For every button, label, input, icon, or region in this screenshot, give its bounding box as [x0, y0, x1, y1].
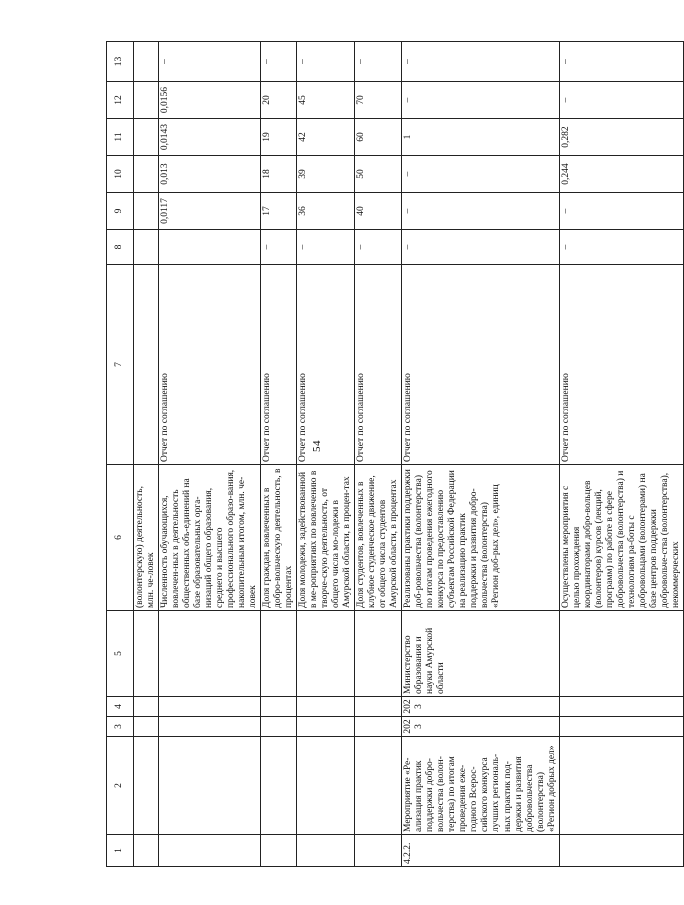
value-col8: – — [559, 230, 683, 265]
value-col10: 50 — [355, 156, 402, 193]
table-row — [402, 42, 559, 867]
value-col11: 0,282 — [559, 119, 683, 156]
column-number: 2 — [107, 737, 134, 835]
column-number: 1 — [107, 835, 134, 867]
indicator: Доля студентов, вовлеченных в клубное студенческое движение, от общего числа студентов Амурской области, в процентах — [355, 465, 402, 611]
source: Отчет по соглашению — [559, 265, 683, 465]
source — [134, 265, 159, 465]
measure-name: Мероприятие «Ре-ализация практик поддержки добро-вольчества (волон-терства) по итогам проведения еже-годного Всерос-сийского конкурса лучших региональ-ных практик под-держки и развития добровольчества (волонтерства) «Регион добрых дел» — [402, 737, 559, 835]
end-year: 2023 — [402, 697, 559, 717]
start-year — [134, 717, 159, 737]
page-number: 54 — [311, 440, 323, 452]
end-year — [134, 697, 159, 717]
source: Отчет по соглашению — [402, 265, 559, 465]
value-col12: 45 — [297, 82, 355, 119]
column-number: 6 — [107, 465, 134, 611]
end-year — [261, 697, 297, 717]
value-col11: 42 — [297, 119, 355, 156]
value-col8: – — [355, 230, 402, 265]
value-col11: 19 — [261, 119, 297, 156]
column-number: 10 — [107, 156, 134, 193]
table-row — [297, 42, 355, 867]
row-number — [159, 835, 261, 867]
row-number — [355, 835, 402, 867]
measure-name — [261, 737, 297, 835]
value-col10: 18 — [261, 156, 297, 193]
indicator: Численность обучающихся, вовлечен-ных в деятельность общественных объ-единений на базе образовательных орга-низаций общего образования, среднего и высшего профессионального образо-вания, накопительным итогом, млн. че-ловек — [159, 465, 261, 611]
indicators-table — [106, 41, 684, 867]
column-number: 13 — [107, 42, 134, 82]
start-year — [261, 717, 297, 737]
responsible — [134, 611, 159, 697]
indicator: (волонтерскую) деятельность, млн. че-ловек — [134, 465, 159, 611]
value-col9: 0,0117 — [159, 193, 261, 230]
start-year — [355, 717, 402, 737]
start-year — [159, 717, 261, 737]
column-number: 4 — [107, 697, 134, 717]
value-col9: – — [402, 193, 559, 230]
value-col11: 1 — [402, 119, 559, 156]
measure-name — [297, 737, 355, 835]
start-year: 2023 — [402, 717, 559, 737]
measure-name — [355, 737, 402, 835]
value-col8 — [159, 230, 261, 265]
end-year — [159, 697, 261, 717]
value-col12: 20 — [261, 82, 297, 119]
table-row — [134, 42, 159, 867]
table-row — [559, 42, 683, 867]
column-number: 8 — [107, 230, 134, 265]
responsible — [355, 611, 402, 697]
value-col10 — [134, 156, 159, 193]
column-number: 7 — [107, 265, 134, 465]
value-col13: – — [402, 42, 559, 82]
value-col9: 17 — [261, 193, 297, 230]
value-col11 — [134, 119, 159, 156]
value-col10: 0,013 — [159, 156, 261, 193]
value-col9: 36 — [297, 193, 355, 230]
value-col8: – — [402, 230, 559, 265]
row-number — [297, 835, 355, 867]
value-col9: – — [559, 193, 683, 230]
value-col13: – — [159, 42, 261, 82]
measure-name — [559, 737, 683, 835]
value-col9: 40 — [355, 193, 402, 230]
value-col12: 70 — [355, 82, 402, 119]
value-col9 — [134, 193, 159, 230]
value-col10: 39 — [297, 156, 355, 193]
indicator: Осуществлены мероприятия с целью прохождения координаторами добро-вольцев (волонтеров) курсов (лекций, программ) по работе в сфере добровольчества (волонтерства) и технологиям ра-боты с добровольцами (волонтерами) на базе центров поддержки добровольче-ства (волонтерства), некоммерческих — [559, 465, 683, 611]
measure-name — [159, 737, 261, 835]
row-number: 4.2.2. — [402, 835, 559, 867]
column-number: 5 — [107, 611, 134, 697]
column-number-row — [107, 42, 134, 867]
responsible — [159, 611, 261, 697]
row-number — [261, 835, 297, 867]
value-col12: 0,0156 — [159, 82, 261, 119]
column-number: 3 — [107, 717, 134, 737]
rotated-page — [106, 42, 681, 867]
responsible — [559, 611, 683, 697]
table-row — [159, 42, 261, 867]
end-year — [355, 697, 402, 717]
column-number: 11 — [107, 119, 134, 156]
value-col12: – — [402, 82, 559, 119]
value-col8 — [134, 230, 159, 265]
value-col12 — [134, 82, 159, 119]
source: Отчет по соглашению — [159, 265, 261, 465]
value-col8: – — [297, 230, 355, 265]
source: Отчет по соглашению — [355, 265, 402, 465]
value-col10: – — [402, 156, 559, 193]
value-col8: – — [261, 230, 297, 265]
row-number — [134, 835, 159, 867]
responsible: Министерство образования и науки Амурской области — [402, 611, 559, 697]
value-col13: – — [261, 42, 297, 82]
start-year — [297, 717, 355, 737]
indicator: Реализованы практики поддержки доб-ровольчества (волонтерства) по итогам проведения ежегодного конкурса по предоставлению субъектам Российской Федерации на реализацию практик поддержки и развития добро-вольчества (волонтерства) «Регион доб-рых дел», единиц — [402, 465, 559, 611]
source: Отчет по соглашению — [261, 265, 297, 465]
value-col11: 60 — [355, 119, 402, 156]
end-year — [559, 697, 683, 717]
row-number — [559, 835, 683, 867]
table-row — [261, 42, 297, 867]
end-year — [297, 697, 355, 717]
source: Отчет по соглашению — [297, 265, 355, 465]
value-col13: – — [297, 42, 355, 82]
table-row — [355, 42, 402, 867]
value-col13: – — [559, 42, 683, 82]
value-col11: 0,0143 — [159, 119, 261, 156]
start-year — [559, 717, 683, 737]
value-col13: – — [355, 42, 402, 82]
responsible — [297, 611, 355, 697]
column-number: 9 — [107, 193, 134, 230]
column-number: 12 — [107, 82, 134, 119]
indicator: Доля граждан, вовлеченных в добро-вольческую деятельность, в процентах — [261, 465, 297, 611]
responsible — [261, 611, 297, 697]
value-col12: – — [559, 82, 683, 119]
value-col13 — [134, 42, 159, 82]
measure-name — [134, 737, 159, 835]
value-col10: 0,244 — [559, 156, 683, 193]
indicator: Доля молодежи, задействованной в ме-роприятиях по вовлечению в творче-скую деятельность, от общего числа мо-лодежи в Амурской области, в процен-тах — [297, 465, 355, 611]
